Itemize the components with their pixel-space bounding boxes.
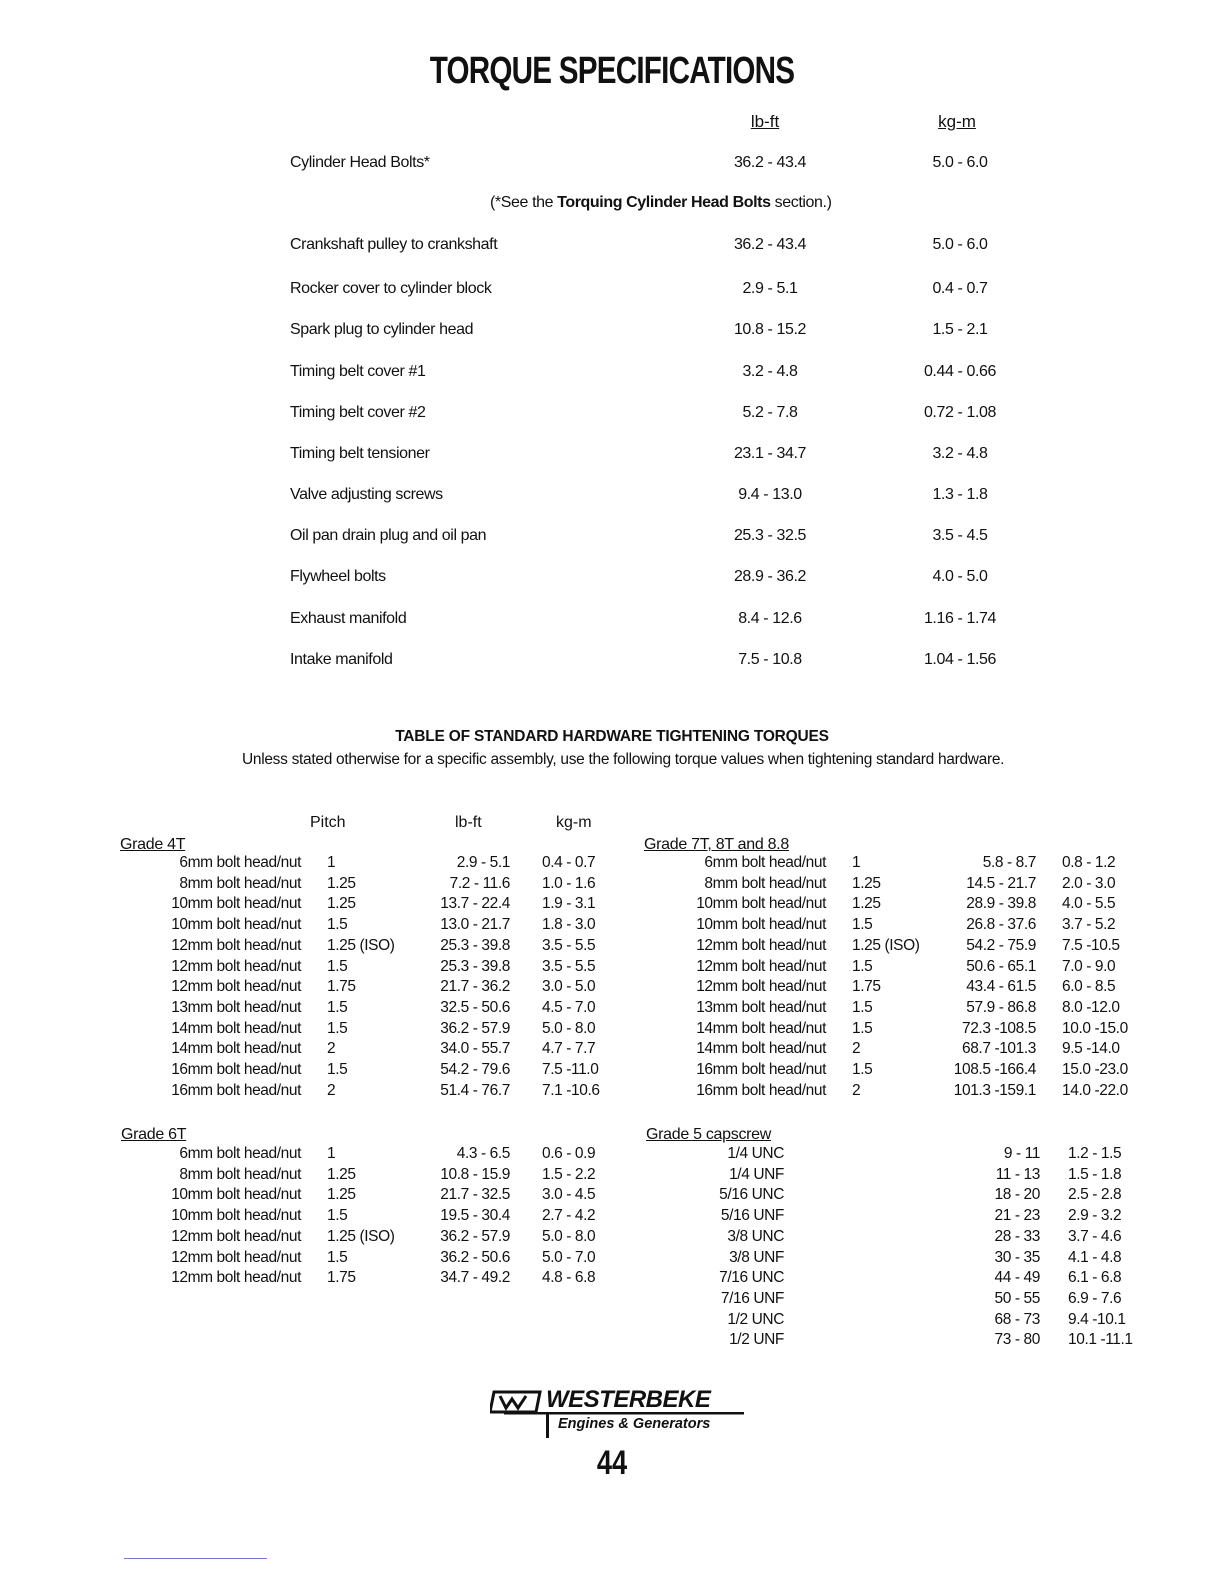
bolt-size: 12mm bolt head/nut xyxy=(696,957,826,975)
bolt-size: 12mm bolt head/nut xyxy=(171,957,301,975)
spec-name: Crankshaft pulley to crankshaft xyxy=(290,236,498,253)
kgm-range: 2.9 - 3.2 xyxy=(1068,1207,1122,1225)
hardware-table-intro: Unless stated otherwise for a specific assembly, use the following torque values when tightening standard hardware. xyxy=(242,751,1005,768)
screw-size: 1/2 UNF xyxy=(729,1331,784,1349)
hardware-row xyxy=(0,1166,1224,1187)
kgm-range: 3.0 - 4.5 xyxy=(542,1186,596,1204)
kgm-range: 4.7 - 7.7 xyxy=(542,1040,596,1058)
spec-name: Timing belt cover #2 xyxy=(290,404,426,421)
kgm-range: 7.5 -10.5 xyxy=(1062,936,1120,954)
hardware-row xyxy=(0,1311,1224,1332)
hw-kgm-header: kg-m xyxy=(556,814,592,831)
hardware-row xyxy=(0,999,1224,1020)
spec-lbft: 3.2 - 4.8 xyxy=(742,363,798,380)
spec-lbft: 36.2 - 43.4 xyxy=(733,154,807,171)
lbft-range: 26.8 - 37.6 xyxy=(966,916,1036,934)
grade-5-label: Grade 5 capscrew xyxy=(646,1126,772,1143)
kgm-range: 1.2 - 1.5 xyxy=(1068,1145,1122,1162)
pitch: 2 xyxy=(852,1040,861,1058)
screw-size: 3/8 UNC xyxy=(727,1227,784,1245)
note-suffix: section.) xyxy=(770,194,832,211)
lbft-range: 25.3 - 39.8 xyxy=(440,936,510,954)
lbft-range: 72.3 -108.5 xyxy=(961,1019,1036,1037)
logo-brand: WESTERBEKE xyxy=(546,1386,711,1413)
pitch: 1 xyxy=(327,854,336,871)
spec-name: Valve adjusting screws xyxy=(290,486,443,503)
kgm-range: 3.7 - 5.2 xyxy=(1062,916,1116,934)
spec-kgm: 1.16 - 1.74 xyxy=(923,610,997,627)
hardware-row xyxy=(0,875,1224,896)
kgm-range: 9.5 -14.0 xyxy=(1062,1040,1120,1058)
pitch: 1.5 xyxy=(852,1019,873,1037)
spec-name: Spark plug to cylinder head xyxy=(290,321,474,338)
screw-size: 1/4 UNC xyxy=(727,1145,784,1162)
kgm-range: 4.0 - 5.5 xyxy=(1062,895,1116,913)
kgm-range: 7.0 - 9.0 xyxy=(1062,957,1116,975)
kgm-range: 9.4 -10.1 xyxy=(1068,1310,1126,1328)
bolt-size: 12mm bolt head/nut xyxy=(171,1227,301,1245)
bolt-size: 10mm bolt head/nut xyxy=(696,916,826,934)
screw-size: 3/8 UNF xyxy=(729,1248,784,1266)
page-title: TORQUE SPECIFICATIONS xyxy=(429,50,795,92)
hardware-row xyxy=(0,895,1224,916)
pitch: 1.5 xyxy=(327,1019,348,1037)
hardware-row xyxy=(0,1331,1224,1352)
spec-kgm: 1.3 - 1.8 xyxy=(932,486,988,503)
kgm-range: 10.1 -11.1 xyxy=(1068,1331,1133,1349)
grade-7t-label: Grade 7T, 8T and 8.8 xyxy=(644,836,789,853)
kgm-range: 6.9 - 7.6 xyxy=(1068,1289,1122,1307)
lbft-range: 34.7 - 49.2 xyxy=(440,1269,510,1287)
lbft-range: 50 - 55 xyxy=(994,1289,1040,1307)
hardware-row xyxy=(0,1290,1224,1311)
spec-name: Timing belt tensioner xyxy=(290,445,430,462)
bolt-size: 12mm bolt head/nut xyxy=(171,978,301,996)
kgm-range: 0.4 - 0.7 xyxy=(542,854,596,871)
lbft-range: 57.9 - 86.8 xyxy=(966,998,1036,1016)
kgm-range: 2.7 - 4.2 xyxy=(542,1207,596,1225)
hardware-row xyxy=(0,854,1224,875)
screw-size: 7/16 UNF xyxy=(720,1289,784,1307)
spec-lbft: 25.3 - 32.5 xyxy=(733,527,807,544)
pitch: 1.25 xyxy=(327,895,356,913)
bolt-size: 16mm bolt head/nut xyxy=(696,1061,826,1078)
lbft-range: 73 - 80 xyxy=(994,1331,1040,1349)
hardware-row xyxy=(0,958,1224,979)
screw-size: 7/16 UNC xyxy=(719,1269,784,1287)
bolt-size: 12mm bolt head/nut xyxy=(696,936,826,954)
hardware-row xyxy=(0,1020,1224,1041)
kgm-range: 5.0 - 8.0 xyxy=(542,1019,596,1037)
grade-6t-label: Grade 6T xyxy=(121,1126,187,1143)
kgm-range: 0.6 - 0.9 xyxy=(542,1145,596,1162)
hardware-row xyxy=(0,1082,1224,1103)
spec-name: Oil pan drain plug and oil pan xyxy=(290,527,487,544)
lbft-range: 50.6 - 65.1 xyxy=(966,957,1036,975)
pitch: 1.5 xyxy=(327,957,348,975)
bolt-size: 8mm bolt head/nut xyxy=(179,874,301,892)
bolt-size: 10mm bolt head/nut xyxy=(171,1207,301,1225)
spec-name: Exhaust manifold xyxy=(290,610,407,627)
hardware-row xyxy=(0,937,1224,958)
kgm-range: 6.0 - 8.5 xyxy=(1062,978,1116,996)
spec-row xyxy=(0,236,1224,260)
kgm-range: 14.0 -22.0 xyxy=(1062,1081,1128,1099)
pitch: 1.5 xyxy=(327,1207,348,1225)
kgm-range: 1.0 - 1.6 xyxy=(542,874,596,892)
spec-row xyxy=(0,154,1224,178)
lbft-range: 34.0 - 55.7 xyxy=(440,1040,510,1058)
lbft-range: 68.7 -101.3 xyxy=(961,1040,1036,1058)
lbft-range: 36.2 - 57.9 xyxy=(440,1019,510,1037)
lbft-range: 108.5 -166.4 xyxy=(953,1061,1036,1078)
kgm-range: 1.8 - 3.0 xyxy=(542,916,596,934)
pitch: 1.25 xyxy=(327,1186,356,1204)
bolt-size: 14mm bolt head/nut xyxy=(696,1019,826,1037)
kgm-range: 5.0 - 7.0 xyxy=(542,1248,596,1266)
pitch: 1.25 (ISO) xyxy=(327,1227,395,1245)
bolt-size: 6mm bolt head/nut xyxy=(704,854,826,871)
lbft-range: 68 - 73 xyxy=(994,1310,1040,1328)
pitch: 2 xyxy=(327,1040,336,1058)
bolt-size: 10mm bolt head/nut xyxy=(171,916,301,934)
kgm-range: 7.1 -10.6 xyxy=(542,1081,600,1099)
lbft-range: 7.2 - 11.6 xyxy=(449,874,510,892)
pitch: 2 xyxy=(327,1081,336,1099)
spec-name: Flywheel bolts xyxy=(290,568,386,585)
hardware-row xyxy=(0,1269,1224,1290)
cylinder-head-note xyxy=(490,194,832,212)
footer-rule xyxy=(124,1558,267,1559)
bolt-size: 6mm bolt head/nut xyxy=(179,1145,301,1162)
bolt-size: 13mm bolt head/nut xyxy=(171,998,301,1016)
spec-row xyxy=(0,321,1224,345)
kgm-range: 2.0 - 3.0 xyxy=(1062,874,1116,892)
hardware-row xyxy=(0,1186,1224,1207)
hardware-row xyxy=(0,1207,1224,1228)
bolt-size: 16mm bolt head/nut xyxy=(696,1081,826,1099)
spec-row xyxy=(0,404,1224,428)
kgm-range: 8.0 -12.0 xyxy=(1062,998,1120,1016)
spec-row xyxy=(0,568,1224,592)
spec-kgm: 3.2 - 4.8 xyxy=(932,445,988,462)
spec-kgm: 5.0 - 6.0 xyxy=(932,154,988,171)
lbft-range: 28 - 33 xyxy=(994,1227,1040,1245)
bolt-size: 14mm bolt head/nut xyxy=(696,1040,826,1058)
spec-name: Cylinder Head Bolts* xyxy=(290,154,430,171)
lbft-range: 32.5 - 50.6 xyxy=(440,998,510,1016)
spec-lbft: 10.8 - 15.2 xyxy=(733,321,807,338)
pitch: 1.5 xyxy=(327,998,348,1016)
kgm-range: 15.0 -23.0 xyxy=(1062,1061,1128,1078)
spec-name: Intake manifold xyxy=(290,651,393,668)
lbft-range: 54.2 - 79.6 xyxy=(440,1061,510,1078)
pitch: 1.25 (ISO) xyxy=(852,936,920,954)
pitch: 1.5 xyxy=(327,1061,348,1078)
lbft-range: 9 - 11 xyxy=(1003,1145,1040,1162)
spec-row xyxy=(0,363,1224,387)
bolt-size: 10mm bolt head/nut xyxy=(171,1186,301,1204)
bolt-size: 12mm bolt head/nut xyxy=(696,978,826,996)
spec-row xyxy=(0,486,1224,510)
lbft-range: 36.2 - 50.6 xyxy=(440,1248,510,1266)
kgm-range: 7.5 -11.0 xyxy=(542,1061,599,1078)
lbft-range: 21.7 - 32.5 xyxy=(440,1186,510,1204)
lbft-range: 2.9 - 5.1 xyxy=(456,854,510,871)
bolt-size: 14mm bolt head/nut xyxy=(171,1019,301,1037)
spec-kgm: 3.5 - 4.5 xyxy=(932,527,988,544)
pitch: 1.75 xyxy=(327,1269,356,1287)
screw-size: 5/16 UNC xyxy=(719,1186,784,1204)
lbft-range: 5.8 - 8.7 xyxy=(982,854,1036,871)
pitch: 1.5 xyxy=(852,1061,873,1078)
spec-lbft: 23.1 - 34.7 xyxy=(733,445,807,462)
lbft-range: 11 - 13 xyxy=(995,1165,1040,1183)
pitch: 1.25 xyxy=(327,874,356,892)
lbft-range: 36.2 - 57.9 xyxy=(440,1227,510,1245)
pitch: 1 xyxy=(852,854,861,871)
lbft-range: 4.3 - 6.5 xyxy=(456,1145,510,1162)
bolt-size: 8mm bolt head/nut xyxy=(179,1165,301,1183)
kgm-range: 1.5 - 1.8 xyxy=(1068,1165,1122,1183)
pitch: 1 xyxy=(327,1145,336,1162)
pitch: 1.5 xyxy=(852,916,873,934)
lbft-range: 28.9 - 39.8 xyxy=(966,895,1036,913)
lbft-range: 25.3 - 39.8 xyxy=(440,957,510,975)
kgm-range: 4.5 - 7.0 xyxy=(542,998,596,1016)
kgm-range: 3.5 - 5.5 xyxy=(542,957,596,975)
lbft-range: 19.5 - 30.4 xyxy=(440,1207,510,1225)
pitch: 1.25 xyxy=(852,874,881,892)
spec-row xyxy=(0,651,1224,675)
lbft-range: 18 - 20 xyxy=(994,1186,1040,1204)
bolt-size: 13mm bolt head/nut xyxy=(696,998,826,1016)
spec-kgm: 0.44 - 0.66 xyxy=(923,363,997,380)
pitch: 1.5 xyxy=(327,1248,348,1266)
hardware-row xyxy=(0,1040,1224,1061)
spec-kgm: 0.72 - 1.08 xyxy=(923,404,997,421)
westerbeke-logo xyxy=(490,1386,750,1442)
lbft-range: 30 - 35 xyxy=(994,1248,1040,1266)
kgm-range: 5.0 - 8.0 xyxy=(542,1227,596,1245)
spec-lbft: 8.4 - 12.6 xyxy=(738,610,802,627)
spec-lbft: 2.9 - 5.1 xyxy=(742,280,798,297)
spec-kgm: 5.0 - 6.0 xyxy=(932,236,988,253)
pitch: 1.5 xyxy=(327,916,348,934)
kgm-column-header: kg-m xyxy=(938,112,976,131)
spec-row xyxy=(0,280,1224,304)
lbft-range: 21.7 - 36.2 xyxy=(440,978,510,996)
bolt-size: 16mm bolt head/nut xyxy=(171,1081,301,1099)
spec-lbft: 5.2 - 7.8 xyxy=(742,404,798,421)
lbft-range: 44 - 49 xyxy=(994,1269,1040,1287)
bolt-size: 8mm bolt head/nut xyxy=(704,874,826,892)
lbft-range: 51.4 - 76.7 xyxy=(440,1081,510,1099)
kgm-range: 6.1 - 6.8 xyxy=(1068,1269,1122,1287)
kgm-range: 4.8 - 6.8 xyxy=(542,1269,596,1287)
lbft-column-header: lb-ft xyxy=(750,112,780,131)
bolt-size: 10mm bolt head/nut xyxy=(171,895,301,913)
hardware-row xyxy=(0,1061,1224,1082)
lbft-range: 10.8 - 15.9 xyxy=(440,1165,510,1183)
bolt-size: 12mm bolt head/nut xyxy=(171,1248,301,1266)
lbft-range: 54.2 - 75.9 xyxy=(966,936,1036,954)
spec-kgm: 1.5 - 2.1 xyxy=(932,321,988,338)
spec-name: Timing belt cover #1 xyxy=(290,363,426,380)
pitch: 1.25 xyxy=(852,895,881,913)
pitch: 1.5 xyxy=(852,998,873,1016)
bolt-size: 12mm bolt head/nut xyxy=(171,936,301,954)
pitch: 2 xyxy=(852,1081,861,1099)
hardware-table-title: TABLE OF STANDARD HARDWARE TIGHTENING TORQUES xyxy=(395,728,829,745)
lbft-range: 21 - 23 xyxy=(994,1207,1040,1225)
spec-kgm: 1.04 - 1.56 xyxy=(923,651,997,668)
pitch: 1.25 (ISO) xyxy=(327,936,395,954)
spec-lbft: 28.9 - 36.2 xyxy=(733,568,807,585)
bolt-size: 14mm bolt head/nut xyxy=(171,1040,301,1058)
hw-lbft-header: lb-ft xyxy=(455,814,482,831)
spec-row xyxy=(0,445,1224,469)
logo-tagline: Engines & Generators xyxy=(558,1416,711,1432)
kgm-range: 1.5 - 2.2 xyxy=(542,1165,596,1183)
screw-size: 1/2 UNC xyxy=(727,1310,784,1328)
kgm-range: 2.5 - 2.8 xyxy=(1068,1186,1122,1204)
spec-kgm: 0.4 - 0.7 xyxy=(932,280,988,297)
lbft-range: 101.3 -159.1 xyxy=(953,1081,1036,1099)
spec-row xyxy=(0,610,1224,634)
spec-kgm: 4.0 - 5.0 xyxy=(932,568,988,585)
hardware-row xyxy=(0,916,1224,937)
kgm-range: 3.7 - 4.6 xyxy=(1068,1227,1122,1245)
spec-row xyxy=(0,527,1224,551)
kgm-range: 10.0 -15.0 xyxy=(1062,1019,1128,1037)
spec-name: Rocker cover to cylinder block xyxy=(290,280,492,297)
kgm-range: 1.9 - 3.1 xyxy=(542,895,596,913)
kgm-range: 3.0 - 5.0 xyxy=(542,978,596,996)
pitch-header: Pitch xyxy=(310,814,346,831)
lbft-range: 14.5 - 21.7 xyxy=(966,874,1036,892)
spec-lbft: 7.5 - 10.8 xyxy=(738,651,802,668)
kgm-range: 3.5 - 5.5 xyxy=(542,936,596,954)
screw-size: 5/16 UNF xyxy=(720,1207,784,1225)
note-bold: Torquing Cylinder Head Bolts xyxy=(557,194,771,211)
bolt-size: 10mm bolt head/nut xyxy=(696,895,826,913)
bolt-size: 6mm bolt head/nut xyxy=(179,854,301,871)
pitch: 1.75 xyxy=(327,978,356,996)
hardware-row xyxy=(0,1145,1224,1166)
lbft-range: 13.7 - 22.4 xyxy=(440,895,510,913)
lbft-range: 43.4 - 61.5 xyxy=(966,978,1036,996)
spec-lbft: 36.2 - 43.4 xyxy=(733,236,807,253)
hardware-row xyxy=(0,1249,1224,1270)
bolt-size: 16mm bolt head/nut xyxy=(171,1061,301,1078)
kgm-range: 0.8 - 1.2 xyxy=(1062,854,1116,871)
note-prefix: (*See the xyxy=(490,194,558,211)
pitch: 1.75 xyxy=(852,978,881,996)
bolt-size: 12mm bolt head/nut xyxy=(171,1269,301,1287)
grade-4t-label: Grade 4T xyxy=(120,836,186,853)
hardware-row xyxy=(0,1228,1224,1249)
spec-lbft: 9.4 - 13.0 xyxy=(738,486,802,503)
lbft-range: 13.0 - 21.7 xyxy=(440,916,510,934)
screw-size: 1/4 UNF xyxy=(729,1165,784,1183)
hardware-row xyxy=(0,978,1224,999)
pitch: 1.5 xyxy=(852,957,873,975)
pitch: 1.25 xyxy=(327,1165,356,1183)
kgm-range: 4.1 - 4.8 xyxy=(1068,1248,1122,1266)
page-number: 44 xyxy=(596,1444,628,1482)
